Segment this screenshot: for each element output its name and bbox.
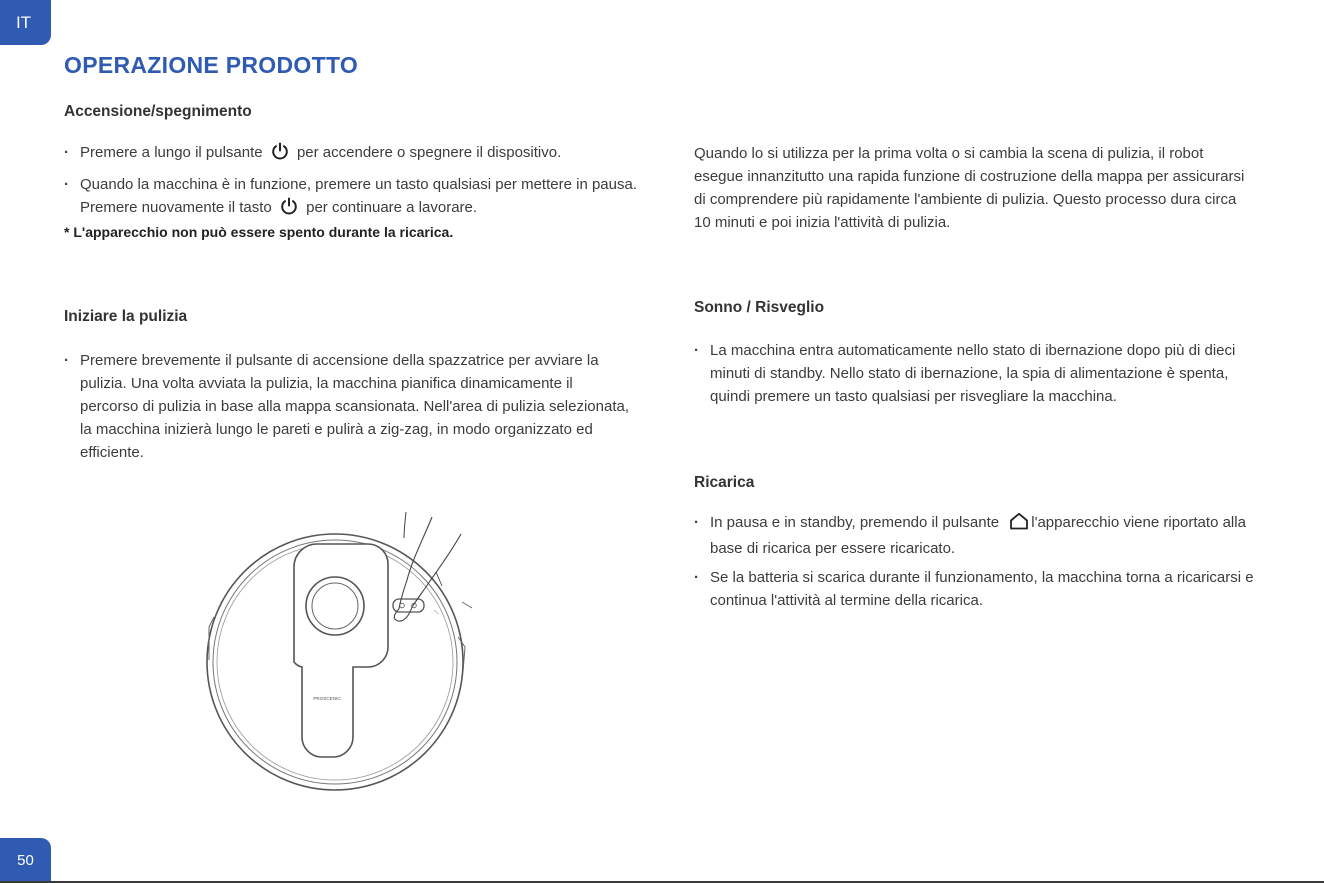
list-item: · Premere brevemente il pulsante di accensione della spazzatrice per avviare la pulizia. Una volta avviata la pulizia, la macchina pianifica dinamicamente il percorso di pulizia in base alla mappa scansionata. Nell'area di pulizia selezionata, la macchina inizierà lungo le pareti e pulirà a zig-zag, in modo organizzato ed efficiente. xyxy=(64,349,630,464)
language-tab: IT xyxy=(0,0,51,45)
list-item: · Quando la macchina è in funzione, premere un tasto qualsiasi per mettere in pausa. Premere nuovamente il tasto per continuare a lavorare. xyxy=(64,173,644,222)
cleaning-heading: Iniziare la pulizia xyxy=(64,308,188,325)
power-icon xyxy=(280,197,298,222)
power-icon xyxy=(271,142,289,167)
page-title: OPERAZIONE PRODOTTO xyxy=(64,52,359,78)
robot-vacuum-illustration xyxy=(200,512,480,792)
list-item: · In pausa e in standby, premendo il pulsante l'apparecchio viene riportato alla base di ricarica per essere ricaricato. xyxy=(694,511,1260,560)
charge-heading: Ricarica xyxy=(694,474,755,491)
charging-note: * L'apparecchio non può essere spento durante la ricarica. xyxy=(64,224,454,240)
robot-brand-label: PROSCENIC xyxy=(313,696,341,701)
charge-list xyxy=(694,511,1260,618)
sleep-heading: Sonno / Risveglio xyxy=(694,299,825,316)
list-item: · Se la batteria si scarica durante il funzionamento, la macchina torna a ricaricarsi e continua l'attività al termine della ricarica. xyxy=(694,566,1260,612)
cleaning-list xyxy=(64,349,630,470)
power-heading: Accensione/spegnimento xyxy=(64,103,252,120)
sleep-list xyxy=(694,339,1254,414)
list-item: · La macchina entra automaticamente nello stato di ibernazione dopo più di dieci minuti di standby. Nello stato di ibernazione, la spia di alimentazione è spenta, quindi premere un tasto qualsiasi per risvegliare la macchina. xyxy=(694,339,1254,408)
home-icon xyxy=(1009,512,1029,537)
power-list xyxy=(64,141,644,228)
list-item: · Premere a lungo il pulsante per accendere o spegnere il dispositivo. xyxy=(64,141,644,167)
page-number: 50 xyxy=(0,838,51,883)
first-use-paragraph: Quando lo si utilizza per la prima volta o si cambia la scena di pulizia, il robot esegue innanzitutto una rapida funzione di costruzione della mappa per assicurarsi di comprendere più rapidamente l'ambiente di pulizia. Questo processo dura circa 10 minuti e poi inizia l'attività di pulizia. xyxy=(694,145,1245,231)
